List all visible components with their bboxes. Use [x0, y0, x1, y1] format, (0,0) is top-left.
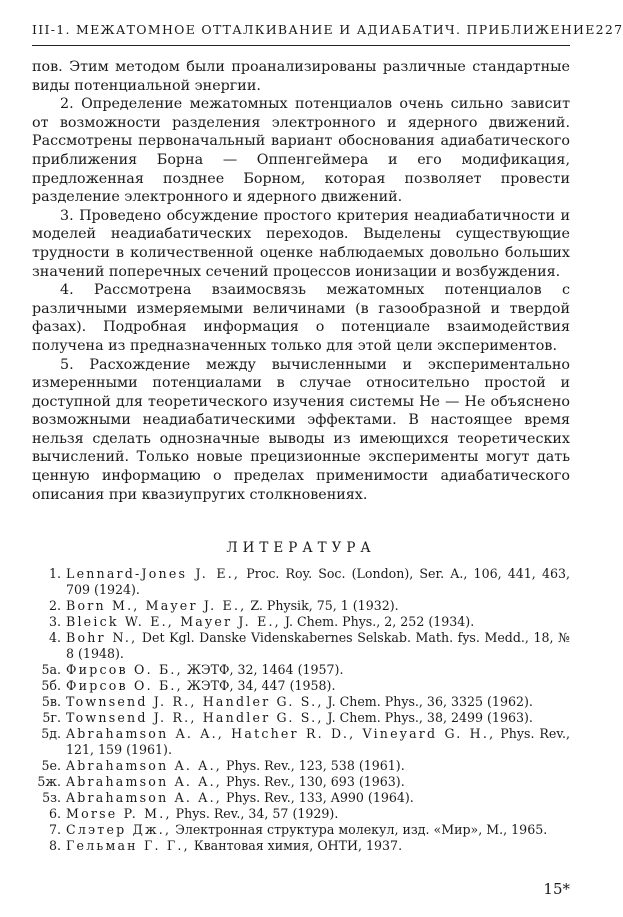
reference-authors: Abrahamson A. A.,: [66, 758, 223, 773]
reference-item: [32, 710, 570, 726]
reference-number: 4.: [48, 630, 61, 645]
reference-number: 5ж.: [37, 774, 61, 789]
reference-authors: Abrahamson A. A., Hatcher R. D., Vineyard G. H.,: [66, 726, 496, 741]
reference-text: [66, 694, 570, 710]
reference-source: ЖЭТФ, 34, 447 (1958).: [182, 678, 336, 693]
reference-number: 6.: [48, 806, 61, 821]
reference-item: [32, 822, 570, 838]
reference-authors: Bleick W. E., Mayer J. E.,: [66, 614, 281, 629]
reference-authors: Фирсов О. Б.,: [66, 678, 183, 693]
main-text: [32, 58, 570, 504]
reference-source: Det Kgl. Danske Videnskabernes Selskab. Math. fys. Medd., 18, № 8 (1948).: [66, 630, 570, 661]
reference-item: [32, 806, 570, 822]
reference-authors: Abrahamson A. A.,: [66, 790, 223, 805]
reference-number: 1.: [48, 566, 61, 581]
reference-source: Z. Physik, 75, 1 (1932).: [246, 598, 399, 613]
reference-authors: Abrahamson A. A.,: [66, 774, 223, 789]
reference-number: 5г.: [42, 710, 61, 725]
reference-source: Phys. Rev., 130, 693 (1963).: [222, 774, 405, 789]
reference-source: Phys. Rev., 123, 538 (1961).: [222, 758, 405, 773]
reference-authors: Слэтер Дж.,: [66, 822, 172, 837]
reference-authors: Morse P. M.,: [66, 806, 172, 821]
reference-source: Phys. Rev., 133, A990 (1964).: [222, 790, 414, 805]
reference-source: Электронная структура молекул, изд. «Мир», М., 1965.: [171, 822, 548, 837]
reference-text: [66, 566, 570, 598]
reference-source: J. Chem. Phys., 36, 3325 (1962).: [323, 694, 533, 709]
page-number: 227: [595, 22, 623, 37]
reference-authors: Townsend J. R., Handler G. S.,: [66, 710, 324, 725]
reference-text: [66, 710, 570, 726]
reference-text: [66, 662, 570, 678]
paragraph: 4. Рассмотрена взаимосвязь межатомных потенциалов с различными измеряемыми величинами (в газообразной и твердой фазах). Подробная информация о потенциале взаимодействия получена из предназначенных только для этой цели экспериментов.: [32, 282, 570, 354]
reference-source: ЖЭТФ, 32, 1464 (1957).: [182, 662, 344, 677]
paragraph: 5. Расхождение между вычисленными и экспериментально измеренными потенциалами в случае относительно простой и доступной для теоретического изучения системы He — He объяснено возможными неадиабатическими эффектами. В настоящее время нельзя сделать однозначные выводы из имеющихся теоретических вычислений. Только новые прецизионные эксперименты могут дать ценную информацию о пределах применимости адиабатического описания при квазиупругих столкновениях.: [32, 356, 570, 503]
reference-number: 5е.: [41, 758, 61, 773]
reference-source: Phys. Rev., 34, 57 (1929).: [171, 806, 339, 821]
reference-text: [66, 678, 570, 694]
reference-number: 7.: [48, 822, 61, 837]
reference-authors: Bohr N.,: [66, 630, 138, 645]
reference-number: 5в.: [41, 694, 61, 709]
reference-number: 8.: [48, 838, 61, 853]
paragraph: 3. Проведено обсуждение простого критерия неадиабатичности и моделей неадиабатических переходов. Выделены существующие трудности в количественной оценке наблюдаемых довольно больших значений поперечных сечений процессов ионизации и возбуждения.: [32, 207, 570, 280]
reference-source: J. Chem. Phys., 2, 252 (1934).: [280, 614, 475, 629]
reference-authors: Townsend J. R., Handler G. S.,: [66, 694, 324, 709]
reference-number: 5б.: [41, 678, 61, 693]
reference-authors: Born M., Mayer J. E.,: [66, 598, 247, 613]
reference-text: [66, 598, 570, 614]
reference-text: [66, 630, 570, 662]
reference-item: [32, 790, 570, 806]
header-title: III-1. МЕЖАТОМНОЕ ОТТАЛКИВАНИЕ И АДИАБАТИЧ. ПРИБЛИЖЕНИЕ: [32, 22, 596, 37]
reference-item: [32, 662, 570, 678]
reference-source: Proc. Roy. Soc. (London), Ser. A., 106, 441, 463, 709 (1924).: [66, 566, 570, 597]
running-header: [32, 22, 623, 37]
reference-authors: Фирсов О. Б.,: [66, 662, 183, 677]
reference-item: [32, 598, 570, 614]
reference-text: [66, 838, 570, 854]
reference-text: [66, 822, 570, 838]
reference-item: [32, 758, 570, 774]
reference-item: [32, 726, 570, 758]
reference-item: [32, 694, 570, 710]
printer-signature-mark: 15*: [543, 880, 570, 898]
reference-source: J. Chem. Phys., 38, 2499 (1963).: [323, 710, 533, 725]
reference-item: [32, 678, 570, 694]
header-rule: [32, 45, 570, 46]
reference-item: [32, 774, 570, 790]
reference-number: 5а.: [41, 662, 61, 677]
reference-source: Phys. Rev., 121, 159 (1961).: [66, 726, 570, 757]
reference-text: [66, 806, 570, 822]
reference-number: 5д.: [41, 726, 61, 741]
reference-number: 5з.: [42, 790, 61, 805]
reference-text: [66, 790, 570, 806]
reference-authors: Гельман Г. Г.,: [66, 838, 190, 853]
reference-authors: Lennard-Jones J. E.,: [66, 566, 241, 581]
reference-list: [32, 566, 570, 854]
paragraph: 2. Определение межатомных потенциалов очень сильно зависит от возможности разделения электронного и ядерного движений. Рассмотрены первоначальный вариант обоснования адиабатического приближения Борна — Оппенгеймера и его модификация, предложенная позднее Борном, которая позволяет провести разделение электронного и ядерного движений.: [32, 96, 570, 206]
reference-text: [66, 758, 570, 774]
reference-number: 3.: [48, 614, 61, 629]
reference-item: [32, 630, 570, 662]
reference-item: [32, 614, 570, 630]
reference-text: [66, 614, 570, 630]
literature-heading: ЛИТЕРАТУРА: [226, 540, 376, 556]
paragraph: пов. Этим методом были проанализированы различные стандартные виды потенциальной энергии.: [32, 59, 570, 94]
reference-text: [66, 726, 570, 758]
reference-text: [66, 774, 570, 790]
reference-item: [32, 566, 570, 598]
reference-source: Квантовая химия, ОНТИ, 1937.: [189, 838, 403, 853]
reference-number: 2.: [48, 598, 61, 613]
reference-item: [32, 838, 570, 854]
